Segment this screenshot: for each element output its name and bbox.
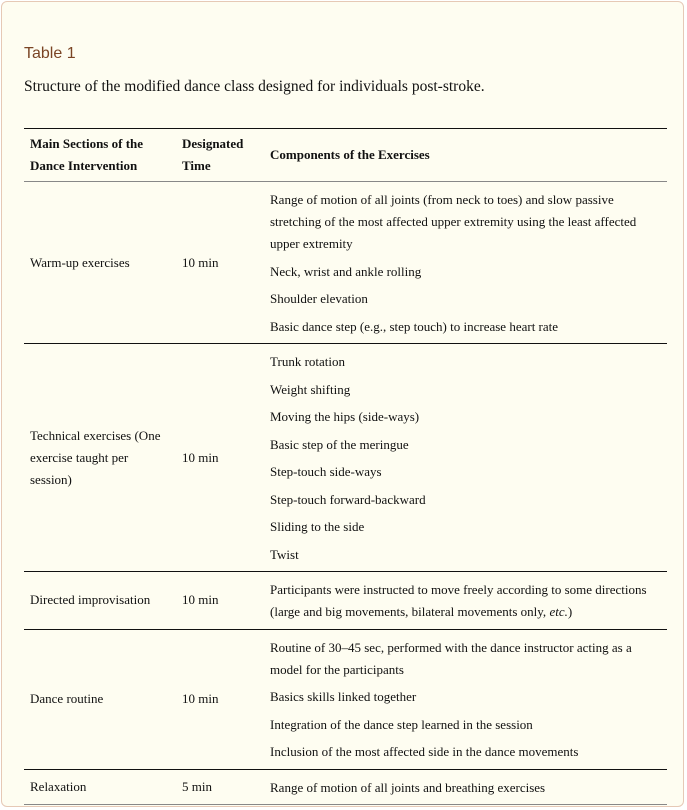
component-item: Range of motion of all joints and breathing exercises xyxy=(270,779,546,795)
component-item: Step-touch side-ways xyxy=(270,464,382,479)
table-row xyxy=(24,572,667,630)
component-item: Range of motion of all joints (from neck to toes) and slow passive stretching of the most affected upper extremity using the least affected upper extremity xyxy=(270,192,637,251)
component-item: Basics skills linked together xyxy=(270,689,417,704)
dance-class-table xyxy=(24,128,667,805)
component-item: Weight shifting xyxy=(270,381,351,397)
time-cell: 10 min xyxy=(182,691,219,706)
time-cell: 5 min xyxy=(182,778,212,794)
section-cell: Dance routine xyxy=(30,691,104,706)
component-item: Routine of 30–45 sec, performed with the dance instructor acting as a model for the participants xyxy=(270,639,632,677)
header-time: Designated Time xyxy=(182,136,244,173)
component-item: Basic step of the meringue xyxy=(270,436,409,452)
component-item: Trunk rotation xyxy=(270,354,345,369)
time-cell: 10 min xyxy=(182,449,219,465)
section-cell: Warm-up exercises xyxy=(30,254,130,270)
table-title: Table 1 xyxy=(24,45,76,62)
table-caption: Structure of the modified dance class designed for individuals post-stroke. xyxy=(24,78,485,95)
component-item: Inclusion of the most affected side in the dance movements xyxy=(270,744,579,759)
component-item: Participants were instructed to move freely according to some directions (large and big movements, bilateral movements only, etc.) xyxy=(270,582,647,619)
component-item: Neck, wrist and ankle rolling xyxy=(270,263,422,279)
table-row xyxy=(24,182,667,344)
header-row xyxy=(24,129,667,182)
section-cell: Directed improvisation xyxy=(30,592,151,608)
header-section: Main Sections of the Dance Intervention xyxy=(30,136,144,173)
time-cell: 10 min xyxy=(182,254,219,270)
header-components: Components of the Exercises xyxy=(270,147,430,162)
component-item: Shoulder elevation xyxy=(270,291,368,306)
component-item: Integration of the dance step learned in the session xyxy=(270,716,533,732)
component-item: Moving the hips (side-ways) xyxy=(270,409,420,424)
component-item: Step-touch forward-backward xyxy=(270,491,426,507)
table-panel xyxy=(1,1,684,807)
time-cell: 10 min xyxy=(182,592,219,608)
section-cell: Technical exercises (One exercise taught per session) xyxy=(30,427,161,487)
component-item: Basic dance step (e.g., step touch) to increase heart rate xyxy=(270,318,559,334)
table-row xyxy=(24,344,667,572)
component-item: Twist xyxy=(270,546,299,562)
component-item: Sliding to the side xyxy=(270,519,365,534)
table-row xyxy=(24,629,667,769)
table-row xyxy=(24,769,667,805)
section-cell: Relaxation xyxy=(30,778,87,794)
